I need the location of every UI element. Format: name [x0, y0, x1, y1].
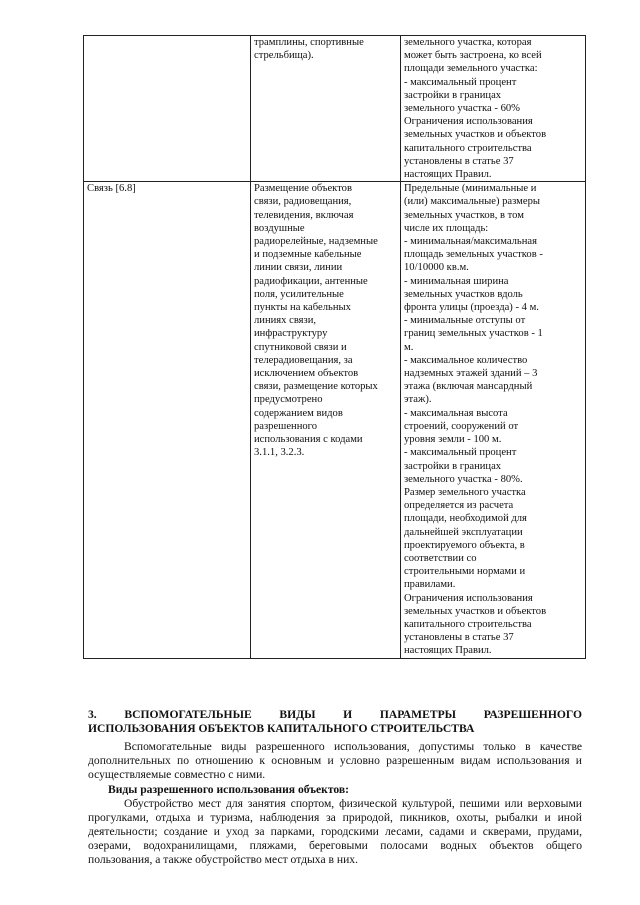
text-line: земельного участка, которая: [404, 37, 532, 48]
text-line: площади, необходимой для: [404, 513, 527, 525]
text-line: линиях связи,: [254, 315, 317, 327]
text-line: поля, усилительные: [254, 288, 344, 300]
text-line: связи, радиовещания,: [254, 196, 352, 208]
text-line: земельных участков вдоль: [404, 288, 523, 300]
text-line: радиофикации, антенные: [254, 275, 368, 287]
heading-word: ВСПОМОГАТЕЛЬНЫЕ: [124, 708, 252, 721]
text-line: радиорелейные, надземные: [254, 236, 378, 248]
text-line: - минимальная ширина: [404, 275, 509, 287]
heading-word: ПАРАМЕТРЫ: [379, 708, 457, 721]
text-line: телерадиовещания, за: [254, 354, 353, 366]
text-line: земельных участков и объектов: [404, 605, 547, 617]
text-line: застройки в границах: [404, 89, 502, 101]
zoning-regulations-table: [83, 35, 586, 659]
text-line: инфраструктуру: [254, 328, 328, 340]
section-heading-line: ИСПОЛЬЗОВАНИЯ ОБЪЕКТОВ КАПИТАЛЬНОГО СТРОИТЕЛЬСТВА: [88, 722, 475, 735]
text-line: - максимальная высота: [404, 407, 508, 419]
section-heading-line: [88, 708, 582, 722]
text-line: - максимальный процент: [404, 447, 517, 459]
heading-word: 3.: [88, 708, 97, 721]
text-line: Размещение объектов: [254, 183, 352, 195]
text-line: проектируемого объекта, в: [404, 539, 525, 551]
table-cell-description: [251, 182, 401, 658]
table-cell-parameters: [401, 36, 586, 182]
table-row: [84, 182, 586, 658]
text-line: спутниковой связи и: [254, 341, 347, 353]
text-line: настоящих Правил.: [404, 169, 492, 181]
text-line: земельного участка - 80%.: [404, 473, 523, 485]
text-line: использования с кодами: [254, 434, 363, 446]
text-line: стрельбища).: [254, 50, 314, 62]
text-line: линии связи, линии: [254, 262, 343, 274]
text-line: площади земельного участка:: [404, 63, 538, 75]
text-line: пункты на кабельных: [254, 302, 351, 314]
text-line: застройки в границах: [404, 460, 502, 472]
section-heading: [88, 708, 582, 736]
text-line: и подземные кабельные: [254, 249, 362, 261]
table-cell-description: [251, 36, 401, 182]
table-cell-parameters: [401, 182, 586, 658]
text-line: Предельные (минимальные и: [404, 183, 537, 195]
text-line: строений, сооружений от: [404, 420, 519, 432]
text-line: земельных участков и объектов: [404, 129, 547, 141]
text-line: капитального строительства: [404, 618, 532, 630]
body-paragraph: Обустройство мест для занятия спортом, физической культурой, пешими или верховыми прогулками, отдыха и туризма, наблюдения за природой, пикников, охоты, рыбалки и иной деятельности; создание и уход за парками, городскими лесами, садами и скверами, прудами, озерами, водохранилищами, пляжами, береговыми полосами водных объектов общего пользования, а также обустройство мест отдыха в них.: [88, 797, 582, 866]
text-line: капитального строительства: [404, 142, 532, 154]
text-line: - минимальная/максимальная: [404, 236, 537, 248]
text-line: строительными нормами и: [404, 566, 526, 578]
table-cell-type: Связь [6.8]: [84, 182, 251, 658]
table-row: [84, 36, 586, 182]
intro-paragraph: Вспомогательные виды разрешенного использования, допустимы только в качестве дополнительных по отношению к основным и условно разрешенным видам использования и осуществляемые совместно с ними.: [88, 740, 582, 781]
heading-word: РАЗРЕШЕННОГО: [483, 708, 582, 721]
text-line: земельного участка - 60%: [404, 103, 520, 115]
text-line: предусмотрено: [254, 394, 323, 406]
text-line: этажа (включая мансардный: [404, 381, 533, 393]
text-line: - максимальный процент: [404, 76, 517, 88]
text-line: телевидения, включая: [254, 209, 354, 221]
text-line: (или) максимальные) размеры: [404, 196, 540, 208]
text-line: м.: [404, 341, 414, 353]
text-line: воздушные: [254, 222, 305, 234]
text-line: числе их площадь:: [404, 222, 489, 234]
text-line: 3.1.1, 3.2.3.: [254, 447, 305, 459]
text-line: границ земельных участков - 1: [404, 328, 543, 340]
text-line: - максимальное количество: [404, 354, 528, 366]
text-line: Размер земельного участка: [404, 486, 526, 498]
text-line: уровня земли - 100 м.: [404, 434, 502, 446]
text-line: площадь земельных участков -: [404, 249, 543, 261]
heading-word: И: [343, 708, 353, 721]
text-line: установлены в статье 37: [404, 632, 514, 644]
heading-word: ВИДЫ: [279, 708, 316, 721]
text-line: связи, размещение которых: [254, 381, 378, 393]
text-line: - минимальные отступы от: [404, 315, 526, 327]
subheading: Виды разрешенного использования объектов:: [108, 783, 350, 796]
text-line: исключением объектов: [254, 368, 359, 380]
text-line: надземных этажей зданий – 3: [404, 368, 538, 380]
text-line: Ограничения использования: [404, 116, 533, 128]
text-line: установлены в статье 37: [404, 155, 514, 167]
text-line: разрешенного: [254, 420, 318, 432]
text-line: определяется из расчета: [404, 500, 514, 512]
table-cell-type: [84, 36, 251, 182]
text-line: правилами.: [404, 579, 456, 591]
text-line: 10/10000 кв.м.: [404, 262, 469, 274]
text-line: фронта улицы (проезда) - 4 м.: [404, 302, 539, 314]
text-line: дальнейшей эксплуатации: [404, 526, 523, 538]
text-line: настоящих Правил.: [404, 645, 492, 657]
text-line: трамплины, спортивные: [254, 37, 364, 48]
text-line: соответствии со: [404, 552, 477, 564]
text-line: этаж).: [404, 394, 432, 406]
text-line: Ограничения использования: [404, 592, 533, 604]
text-line: содержанием видов: [254, 407, 343, 419]
text-line: земельных участков, в том: [404, 209, 524, 221]
text-line: может быть застроена, ко всей: [404, 50, 542, 62]
